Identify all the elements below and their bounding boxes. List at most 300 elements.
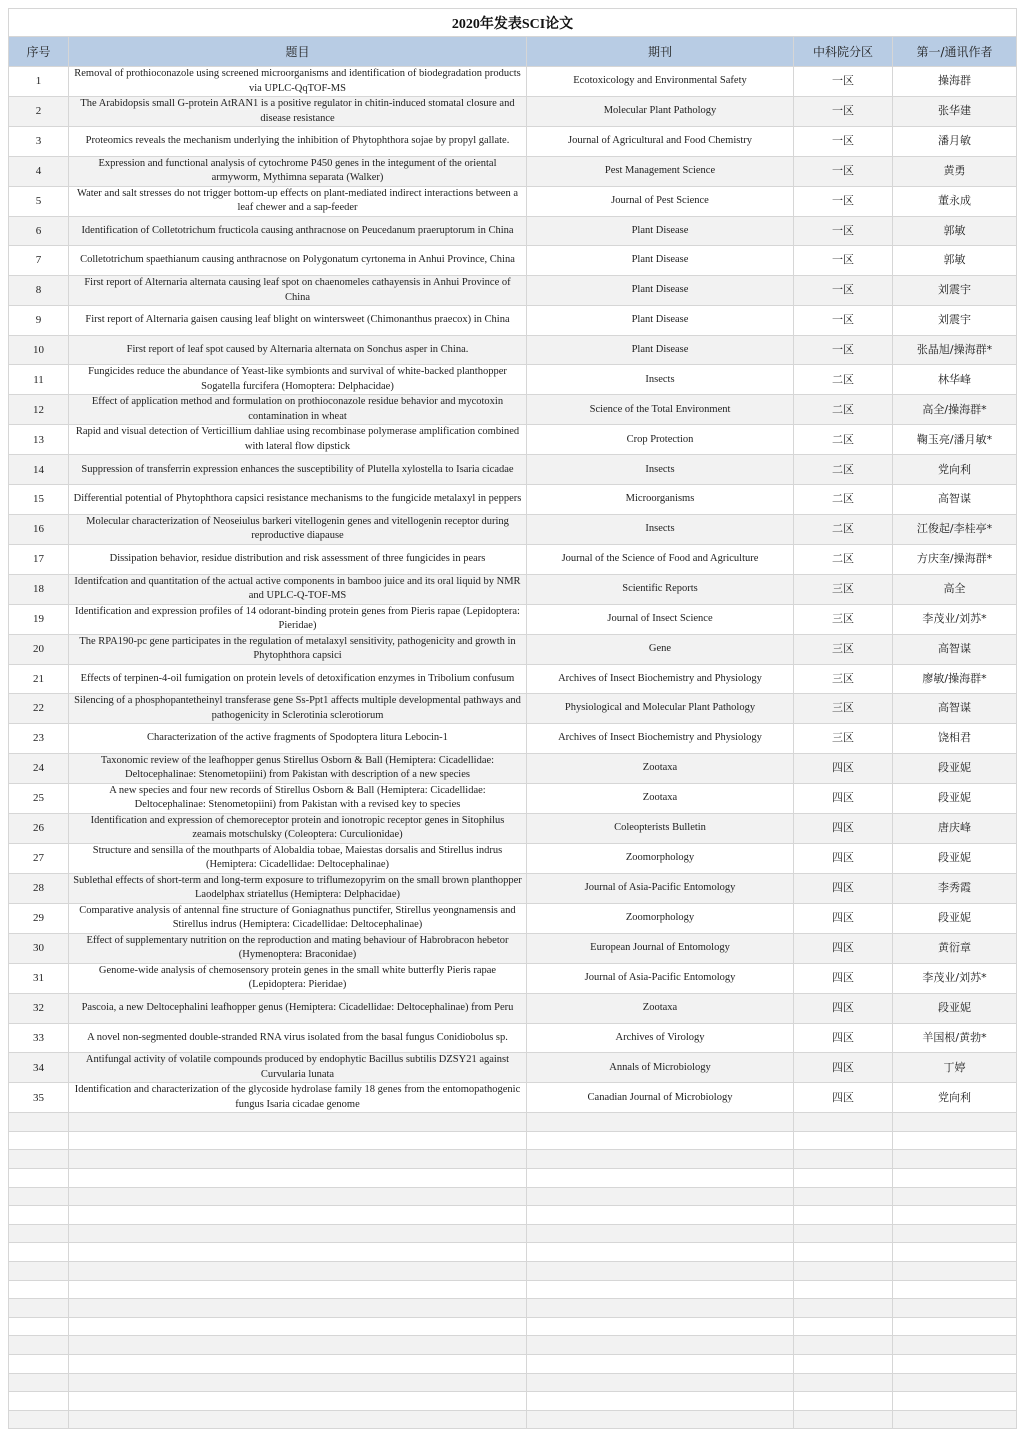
cell-author[interactable]: 郭敏 xyxy=(893,246,1017,276)
cell-author[interactable]: 丁婷 xyxy=(893,1053,1017,1083)
cell-journal[interactable]: Science of the Total Environment xyxy=(527,395,794,425)
empty-cell[interactable] xyxy=(527,1262,794,1281)
cell-index[interactable]: 29 xyxy=(9,903,69,933)
table-row[interactable] xyxy=(9,1053,1017,1083)
cell-cas-zone[interactable]: 一区 xyxy=(794,276,893,306)
cell-index[interactable]: 26 xyxy=(9,813,69,843)
cell-index[interactable]: 28 xyxy=(9,873,69,903)
empty-cell[interactable] xyxy=(527,1150,794,1169)
cell-cas-zone[interactable]: 四区 xyxy=(794,903,893,933)
cell-journal[interactable]: Archives of Virology xyxy=(527,1023,794,1053)
cell-cas-zone[interactable]: 四区 xyxy=(794,1053,893,1083)
cell-index[interactable]: 21 xyxy=(9,664,69,694)
empty-cell[interactable] xyxy=(69,1354,527,1373)
empty-cell[interactable] xyxy=(527,1392,794,1411)
cell-index[interactable]: 10 xyxy=(9,335,69,365)
cell-author[interactable]: 李茂业/刘苏* xyxy=(893,604,1017,634)
empty-cell[interactable] xyxy=(9,1354,69,1373)
table-row[interactable] xyxy=(9,425,1017,455)
empty-cell[interactable] xyxy=(794,1131,893,1150)
cell-index[interactable]: 31 xyxy=(9,963,69,993)
cell-title[interactable]: First report of leaf spot caused by Alternaria alternata on Sonchus asper in China. xyxy=(69,335,527,365)
cell-author[interactable]: 唐庆峰 xyxy=(893,813,1017,843)
empty-row[interactable] xyxy=(9,1243,1017,1262)
cell-title[interactable]: A novel non-segmented double-stranded RNA virus isolated from the basal fungus Conidiobolus sp. xyxy=(69,1023,527,1053)
cell-title[interactable]: Effect of supplementary nutrition on the reproduction and mating behaviour of Habrobracon hebetor (Hymenoptera: Braconidae) xyxy=(69,933,527,963)
cell-author[interactable]: 高智谋 xyxy=(893,634,1017,664)
cell-cas-zone[interactable]: 四区 xyxy=(794,843,893,873)
cell-index[interactable]: 30 xyxy=(9,933,69,963)
cell-journal[interactable]: Annals of Microbiology xyxy=(527,1053,794,1083)
cell-journal[interactable]: Plant Disease xyxy=(527,276,794,306)
header-author[interactable]: 第一/通讯作者 xyxy=(893,37,1017,67)
cell-author[interactable]: 黄衍章 xyxy=(893,933,1017,963)
cell-author[interactable]: 饶相君 xyxy=(893,724,1017,754)
cell-title[interactable]: The RPA190-pc gene participates in the regulation of metalaxyl sensitivity, pathogenicity and growth in Phytophthora capsici xyxy=(69,634,527,664)
cell-cas-zone[interactable]: 二区 xyxy=(794,514,893,544)
cell-author[interactable]: 高智谋 xyxy=(893,485,1017,515)
cell-journal[interactable]: Journal of Agricultural and Food Chemistry xyxy=(527,127,794,157)
cell-journal[interactable]: Journal of Insect Science xyxy=(527,604,794,634)
empty-row[interactable] xyxy=(9,1336,1017,1355)
empty-row[interactable] xyxy=(9,1392,1017,1411)
cell-journal[interactable]: Scientific Reports xyxy=(527,574,794,604)
cell-index[interactable]: 18 xyxy=(9,574,69,604)
empty-cell[interactable] xyxy=(527,1131,794,1150)
empty-cell[interactable] xyxy=(9,1392,69,1411)
empty-cell[interactable] xyxy=(893,1410,1017,1429)
cell-journal[interactable]: Pest Management Science xyxy=(527,156,794,186)
cell-author[interactable]: 刘震宇 xyxy=(893,276,1017,306)
empty-cell[interactable] xyxy=(527,1243,794,1262)
empty-cell[interactable] xyxy=(69,1317,527,1336)
empty-cell[interactable] xyxy=(527,1113,794,1132)
cell-title[interactable]: Identification and expression profiles of 14 odorant-binding protein genes from Pieris rapae (Lepidoptera: Pieridae) xyxy=(69,604,527,634)
cell-title[interactable]: First report of Alternaria alternata causing leaf spot on chaenomeles cathayensis in Anhui Province of China xyxy=(69,276,527,306)
cell-title[interactable]: Proteomics reveals the mechanism underlying the inhibition of Phytophthora sojae by propyl gallate. xyxy=(69,127,527,157)
empty-cell[interactable] xyxy=(9,1224,69,1243)
empty-row[interactable] xyxy=(9,1354,1017,1373)
cell-index[interactable]: 16 xyxy=(9,514,69,544)
cell-index[interactable]: 4 xyxy=(9,156,69,186)
cell-cas-zone[interactable]: 二区 xyxy=(794,395,893,425)
empty-cell[interactable] xyxy=(527,1169,794,1188)
empty-cell[interactable] xyxy=(69,1224,527,1243)
empty-row[interactable] xyxy=(9,1299,1017,1318)
table-row[interactable] xyxy=(9,813,1017,843)
cell-journal[interactable]: Plant Disease xyxy=(527,216,794,246)
cell-journal[interactable]: Insects xyxy=(527,514,794,544)
cell-author[interactable]: 段亚妮 xyxy=(893,843,1017,873)
table-row[interactable] xyxy=(9,664,1017,694)
cell-cas-zone[interactable]: 四区 xyxy=(794,753,893,783)
empty-cell[interactable] xyxy=(794,1373,893,1392)
cell-index[interactable]: 7 xyxy=(9,246,69,276)
empty-cell[interactable] xyxy=(794,1150,893,1169)
cell-author[interactable]: 张华建 xyxy=(893,97,1017,127)
empty-cell[interactable] xyxy=(893,1299,1017,1318)
cell-index[interactable]: 2 xyxy=(9,97,69,127)
empty-cell[interactable] xyxy=(893,1280,1017,1299)
cell-title[interactable]: Molecular characterization of Neoseiulus barkeri vitellogenin genes and vitellogenin receptor during reproductive diapause xyxy=(69,514,527,544)
cell-journal[interactable]: Insects xyxy=(527,365,794,395)
empty-cell[interactable] xyxy=(893,1169,1017,1188)
empty-cell[interactable] xyxy=(69,1336,527,1355)
cell-author[interactable]: 段亚妮 xyxy=(893,903,1017,933)
empty-row[interactable] xyxy=(9,1169,1017,1188)
table-row[interactable] xyxy=(9,127,1017,157)
cell-cas-zone[interactable]: 四区 xyxy=(794,963,893,993)
cell-journal[interactable]: European Journal of Entomology xyxy=(527,933,794,963)
empty-row[interactable] xyxy=(9,1224,1017,1243)
cell-index[interactable]: 25 xyxy=(9,783,69,813)
cell-title[interactable]: Dissipation behavior, residue distribution and risk assessment of three fungicides in pears xyxy=(69,544,527,574)
cell-title[interactable]: Taxonomic review of the leafhopper genus Stirellus Osborn & Ball (Hemiptera: Cicadellidae: Deltocephalinae: Stenometopiini) from Pakistan with description of a new species xyxy=(69,753,527,783)
cell-journal[interactable]: Zoomorphology xyxy=(527,903,794,933)
empty-cell[interactable] xyxy=(69,1169,527,1188)
cell-journal[interactable]: Canadian Journal of Microbiology xyxy=(527,1083,794,1113)
cell-cas-zone[interactable]: 一区 xyxy=(794,67,893,97)
cell-title[interactable]: Differential potential of Phytophthora capsici resistance mechanisms to the fungicide metalaxyl in peppers xyxy=(69,485,527,515)
empty-cell[interactable] xyxy=(893,1206,1017,1225)
header-journal[interactable]: 期刊 xyxy=(527,37,794,67)
cell-title[interactable]: A new species and four new records of Stirellus Osborn & Ball (Hemiptera: Cicadellidae: Deltocephalinae: Stenometopiini) from Pakistan with a revised key to species xyxy=(69,783,527,813)
cell-journal[interactable]: Zootaxa xyxy=(527,783,794,813)
table-row[interactable] xyxy=(9,186,1017,216)
cell-author[interactable]: 高全 xyxy=(893,574,1017,604)
empty-cell[interactable] xyxy=(69,1131,527,1150)
cell-index[interactable]: 14 xyxy=(9,455,69,485)
cell-cas-zone[interactable]: 四区 xyxy=(794,993,893,1023)
cell-cas-zone[interactable]: 一区 xyxy=(794,306,893,336)
cell-author[interactable]: 李茂业/刘苏* xyxy=(893,963,1017,993)
cell-title[interactable]: Identification of Colletotrichum fructicola causing anthracnose on Peucedanum praeruptorum in China xyxy=(69,216,527,246)
cell-title[interactable]: Identification and characterization of the glycoside hydrolase family 18 genes from the entomopathogenic fungus Isaria cicadae genome xyxy=(69,1083,527,1113)
cell-author[interactable]: 羊国根/黄勃* xyxy=(893,1023,1017,1053)
cell-author[interactable]: 高智谋 xyxy=(893,694,1017,724)
empty-cell[interactable] xyxy=(794,1206,893,1225)
cell-cas-zone[interactable]: 一区 xyxy=(794,216,893,246)
cell-author[interactable]: 高全/操海群* xyxy=(893,395,1017,425)
cell-cas-zone[interactable]: 四区 xyxy=(794,873,893,903)
cell-cas-zone[interactable]: 四区 xyxy=(794,1023,893,1053)
cell-title[interactable]: Sublethal effects of short-term and long-term exposure to triflumezopyrim on the small brown planthopper Laodelphax striatellus (Hemiptera: Delphacidae) xyxy=(69,873,527,903)
cell-cas-zone[interactable]: 二区 xyxy=(794,425,893,455)
cell-index[interactable]: 32 xyxy=(9,993,69,1023)
cell-cas-zone[interactable]: 一区 xyxy=(794,335,893,365)
cell-title[interactable]: Silencing of a phosphopantetheinyl transferase gene Ss-Ppt1 affects multiple developmental pathways and pathogenicity in Sclerotinia sclerotiorum xyxy=(69,694,527,724)
header-title[interactable]: 题目 xyxy=(69,37,527,67)
cell-author[interactable]: 党向利 xyxy=(893,1083,1017,1113)
cell-author[interactable]: 鞠玉亮/潘月敏* xyxy=(893,425,1017,455)
table-row[interactable] xyxy=(9,753,1017,783)
cell-index[interactable]: 8 xyxy=(9,276,69,306)
table-row[interactable] xyxy=(9,335,1017,365)
cell-index[interactable]: 35 xyxy=(9,1083,69,1113)
table-row[interactable] xyxy=(9,604,1017,634)
empty-cell[interactable] xyxy=(9,1299,69,1318)
empty-cell[interactable] xyxy=(9,1243,69,1262)
empty-cell[interactable] xyxy=(794,1336,893,1355)
table-row[interactable] xyxy=(9,156,1017,186)
cell-journal[interactable]: Ecotoxicology and Environmental Safety xyxy=(527,67,794,97)
table-row[interactable] xyxy=(9,455,1017,485)
table-row[interactable] xyxy=(9,1083,1017,1113)
empty-cell[interactable] xyxy=(893,1392,1017,1411)
header-index[interactable]: 序号 xyxy=(9,37,69,67)
empty-cell[interactable] xyxy=(893,1262,1017,1281)
cell-title[interactable]: Colletotrichum spaethianum causing anthracnose on Polygonatum cyrtonema in Anhui Province, China xyxy=(69,246,527,276)
empty-cell[interactable] xyxy=(9,1317,69,1336)
empty-cell[interactable] xyxy=(527,1410,794,1429)
cell-title[interactable]: Antifungal activity of volatile compounds produced by endophytic Bacillus subtilis DZSY21 against Curvularia lunata xyxy=(69,1053,527,1083)
empty-cell[interactable] xyxy=(794,1224,893,1243)
cell-title[interactable]: First report of Alternaria gaisen causing leaf blight on wintersweet (Chimonanthus praecox) in China xyxy=(69,306,527,336)
cell-author[interactable]: 林华峰 xyxy=(893,365,1017,395)
table-row[interactable] xyxy=(9,216,1017,246)
empty-cell[interactable] xyxy=(9,1373,69,1392)
cell-title[interactable]: Effect of application method and formulation on prothioconazole residue behavior and mycotoxin contamination in wheat xyxy=(69,395,527,425)
empty-cell[interactable] xyxy=(893,1373,1017,1392)
cell-index[interactable]: 17 xyxy=(9,544,69,574)
empty-cell[interactable] xyxy=(893,1150,1017,1169)
empty-cell[interactable] xyxy=(527,1187,794,1206)
cell-journal[interactable]: Gene xyxy=(527,634,794,664)
empty-cell[interactable] xyxy=(794,1392,893,1411)
cell-cas-zone[interactable]: 四区 xyxy=(794,813,893,843)
cell-title[interactable]: Rapid and visual detection of Verticillium dahliae using recombinase polymerase amplification combined with lateral flow dipstick xyxy=(69,425,527,455)
cell-journal[interactable]: Journal of Asia-Pacific Entomology xyxy=(527,873,794,903)
table-row[interactable] xyxy=(9,1023,1017,1053)
empty-cell[interactable] xyxy=(794,1317,893,1336)
empty-cell[interactable] xyxy=(893,1187,1017,1206)
cell-index[interactable]: 24 xyxy=(9,753,69,783)
cell-title[interactable]: The Arabidopsis small G-protein AtRAN1 is a positive regulator in chitin-induced stomatal closure and disease resistance xyxy=(69,97,527,127)
empty-cell[interactable] xyxy=(69,1280,527,1299)
cell-title[interactable]: Identification and expression of chemoreceptor protein and ionotropic receptor genes in Sitophilus zeamais motschulsky (Coleoptera: Curculionidae) xyxy=(69,813,527,843)
table-row[interactable] xyxy=(9,843,1017,873)
cell-index[interactable]: 34 xyxy=(9,1053,69,1083)
empty-cell[interactable] xyxy=(69,1299,527,1318)
empty-cell[interactable] xyxy=(893,1131,1017,1150)
empty-cell[interactable] xyxy=(893,1224,1017,1243)
cell-journal[interactable]: Plant Disease xyxy=(527,246,794,276)
empty-row[interactable] xyxy=(9,1187,1017,1206)
table-row[interactable] xyxy=(9,485,1017,515)
empty-row[interactable] xyxy=(9,1262,1017,1281)
empty-row[interactable] xyxy=(9,1317,1017,1336)
table-row[interactable] xyxy=(9,724,1017,754)
cell-journal[interactable]: Physiological and Molecular Plant Pathology xyxy=(527,694,794,724)
empty-cell[interactable] xyxy=(9,1336,69,1355)
cell-title[interactable]: Removal of prothioconazole using screened microorganisms and identification of biodegradation products via UPLC-QqTOF-MS xyxy=(69,67,527,97)
empty-cell[interactable] xyxy=(893,1336,1017,1355)
cell-title[interactable]: Characterization of the active fragments of Spodoptera litura Lebocin-1 xyxy=(69,724,527,754)
cell-journal[interactable]: Journal of Asia-Pacific Entomology xyxy=(527,963,794,993)
empty-cell[interactable] xyxy=(527,1299,794,1318)
empty-cell[interactable] xyxy=(527,1206,794,1225)
cell-journal[interactable]: Archives of Insect Biochemistry and Physiology xyxy=(527,664,794,694)
cell-author[interactable]: 方庆奎/操海群* xyxy=(893,544,1017,574)
cell-journal[interactable]: Plant Disease xyxy=(527,335,794,365)
cell-index[interactable]: 20 xyxy=(9,634,69,664)
table-row[interactable] xyxy=(9,574,1017,604)
empty-row[interactable] xyxy=(9,1131,1017,1150)
cell-index[interactable]: 5 xyxy=(9,186,69,216)
empty-cell[interactable] xyxy=(527,1354,794,1373)
cell-title[interactable]: Water and salt stresses do not trigger bottom-up effects on plant-mediated indirect interactions between a leaf chewer and a sap-feeder xyxy=(69,186,527,216)
cell-journal[interactable]: Insects xyxy=(527,455,794,485)
cell-index[interactable]: 19 xyxy=(9,604,69,634)
cell-journal[interactable]: Zootaxa xyxy=(527,753,794,783)
table-row[interactable] xyxy=(9,514,1017,544)
cell-cas-zone[interactable]: 三区 xyxy=(794,604,893,634)
cell-title[interactable]: Fungicides reduce the abundance of Yeast-like symbionts and survival of white-backed planthopper Sogatella furcifera (Homoptera: Delphacidae) xyxy=(69,365,527,395)
cell-cas-zone[interactable]: 三区 xyxy=(794,694,893,724)
table-row[interactable] xyxy=(9,783,1017,813)
cell-index[interactable]: 23 xyxy=(9,724,69,754)
empty-cell[interactable] xyxy=(794,1262,893,1281)
cell-index[interactable]: 27 xyxy=(9,843,69,873)
empty-cell[interactable] xyxy=(9,1206,69,1225)
cell-index[interactable]: 9 xyxy=(9,306,69,336)
cell-journal[interactable]: Journal of the Science of Food and Agriculture xyxy=(527,544,794,574)
cell-author[interactable]: 廖敏/操海群* xyxy=(893,664,1017,694)
cell-index[interactable]: 3 xyxy=(9,127,69,157)
empty-cell[interactable] xyxy=(794,1299,893,1318)
empty-cell[interactable] xyxy=(794,1354,893,1373)
empty-cell[interactable] xyxy=(527,1373,794,1392)
cell-title[interactable]: Suppression of transferrin expression enhances the susceptibility of Plutella xylostella to Isaria cicadae xyxy=(69,455,527,485)
cell-author[interactable]: 段亚妮 xyxy=(893,753,1017,783)
empty-row[interactable] xyxy=(9,1206,1017,1225)
empty-cell[interactable] xyxy=(69,1243,527,1262)
cell-cas-zone[interactable]: 四区 xyxy=(794,783,893,813)
empty-cell[interactable] xyxy=(527,1280,794,1299)
cell-title[interactable]: Structure and sensilla of the mouthparts of Alobaldia tobae, Maiestas dorsalis and Stirellus indrus (Hemiptera: Cicadellidae: Deltocephalinae) xyxy=(69,843,527,873)
empty-cell[interactable] xyxy=(794,1113,893,1132)
cell-title[interactable]: Expression and functional analysis of cytochrome P450 genes in the integument of the oriental armyworm, Mythimna separata (Walker) xyxy=(69,156,527,186)
empty-cell[interactable] xyxy=(794,1169,893,1188)
cell-title[interactable]: Genome-wide analysis of chemosensory protein genes in the small white butterfly Pieris rapae (Lepidoptera: Pieridae) xyxy=(69,963,527,993)
cell-author[interactable]: 黄勇 xyxy=(893,156,1017,186)
empty-cell[interactable] xyxy=(9,1150,69,1169)
cell-cas-zone[interactable]: 一区 xyxy=(794,127,893,157)
cell-cas-zone[interactable]: 三区 xyxy=(794,634,893,664)
empty-cell[interactable] xyxy=(69,1150,527,1169)
cell-author[interactable]: 张晶旭/操海群* xyxy=(893,335,1017,365)
empty-row[interactable] xyxy=(9,1280,1017,1299)
table-row[interactable] xyxy=(9,276,1017,306)
empty-cell[interactable] xyxy=(9,1410,69,1429)
cell-journal[interactable]: Plant Disease xyxy=(527,306,794,336)
cell-author[interactable]: 李秀霞 xyxy=(893,873,1017,903)
table-row[interactable] xyxy=(9,544,1017,574)
empty-cell[interactable] xyxy=(527,1224,794,1243)
header-cas-zone[interactable]: 中科院分区 xyxy=(794,37,893,67)
cell-cas-zone[interactable]: 四区 xyxy=(794,1083,893,1113)
cell-cas-zone[interactable]: 一区 xyxy=(794,156,893,186)
cell-cas-zone[interactable]: 一区 xyxy=(794,246,893,276)
cell-index[interactable]: 22 xyxy=(9,694,69,724)
empty-cell[interactable] xyxy=(893,1354,1017,1373)
cell-journal[interactable]: Microorganisms xyxy=(527,485,794,515)
empty-cell[interactable] xyxy=(69,1392,527,1411)
cell-author[interactable]: 段亚妮 xyxy=(893,783,1017,813)
empty-cell[interactable] xyxy=(527,1336,794,1355)
empty-cell[interactable] xyxy=(69,1113,527,1132)
empty-row[interactable] xyxy=(9,1373,1017,1392)
cell-index[interactable]: 33 xyxy=(9,1023,69,1053)
empty-cell[interactable] xyxy=(69,1187,527,1206)
cell-cas-zone[interactable]: 二区 xyxy=(794,485,893,515)
empty-cell[interactable] xyxy=(9,1169,69,1188)
cell-title[interactable]: Comparative analysis of antennal fine structure of Goniagnathus punctifer, Stirellus yeongnamensis and Stirellus indrus (Hemiptera: Cicadellidae: Deltocephalinae) xyxy=(69,903,527,933)
empty-cell[interactable] xyxy=(69,1410,527,1429)
table-row[interactable] xyxy=(9,903,1017,933)
cell-author[interactable]: 党向利 xyxy=(893,455,1017,485)
empty-cell[interactable] xyxy=(893,1243,1017,1262)
table-row[interactable] xyxy=(9,97,1017,127)
cell-cas-zone[interactable]: 三区 xyxy=(794,724,893,754)
empty-cell[interactable] xyxy=(69,1206,527,1225)
cell-author[interactable]: 段亚妮 xyxy=(893,993,1017,1023)
empty-cell[interactable] xyxy=(794,1410,893,1429)
cell-index[interactable]: 1 xyxy=(9,67,69,97)
cell-journal[interactable]: Crop Protection xyxy=(527,425,794,455)
empty-cell[interactable] xyxy=(9,1113,69,1132)
empty-cell[interactable] xyxy=(794,1187,893,1206)
cell-index[interactable]: 6 xyxy=(9,216,69,246)
empty-cell[interactable] xyxy=(69,1373,527,1392)
cell-cas-zone[interactable]: 四区 xyxy=(794,933,893,963)
empty-row[interactable] xyxy=(9,1113,1017,1132)
table-row[interactable] xyxy=(9,306,1017,336)
cell-journal[interactable]: Coleopterists Bulletin xyxy=(527,813,794,843)
cell-journal[interactable]: Zootaxa xyxy=(527,993,794,1023)
cell-cas-zone[interactable]: 三区 xyxy=(794,664,893,694)
cell-cas-zone[interactable]: 三区 xyxy=(794,574,893,604)
cell-journal[interactable]: Journal of Pest Science xyxy=(527,186,794,216)
empty-cell[interactable] xyxy=(794,1243,893,1262)
cell-author[interactable]: 郭敏 xyxy=(893,216,1017,246)
cell-index[interactable]: 13 xyxy=(9,425,69,455)
cell-cas-zone[interactable]: 二区 xyxy=(794,455,893,485)
empty-cell[interactable] xyxy=(527,1317,794,1336)
empty-cell[interactable] xyxy=(9,1280,69,1299)
cell-title[interactable]: Pascoia, a new Deltocephalini leafhopper genus (Hemiptera: Cicadellidae: Deltocephalinae) from Peru xyxy=(69,993,527,1023)
empty-cell[interactable] xyxy=(9,1187,69,1206)
table-row[interactable] xyxy=(9,963,1017,993)
empty-row[interactable] xyxy=(9,1150,1017,1169)
table-row[interactable] xyxy=(9,67,1017,97)
cell-index[interactable]: 15 xyxy=(9,485,69,515)
table-row[interactable] xyxy=(9,365,1017,395)
table-row[interactable] xyxy=(9,933,1017,963)
cell-title[interactable]: Identifcation and quantitation of the actual active components in bamboo juice and its oral liquid by NMR and UPLC-Q-TOF-MS xyxy=(69,574,527,604)
empty-cell[interactable] xyxy=(794,1280,893,1299)
table-row[interactable] xyxy=(9,993,1017,1023)
empty-cell[interactable] xyxy=(69,1262,527,1281)
cell-journal[interactable]: Molecular Plant Pathology xyxy=(527,97,794,127)
cell-index[interactable]: 12 xyxy=(9,395,69,425)
cell-cas-zone[interactable]: 一区 xyxy=(794,97,893,127)
empty-cell[interactable] xyxy=(893,1317,1017,1336)
table-row[interactable] xyxy=(9,694,1017,724)
cell-index[interactable]: 11 xyxy=(9,365,69,395)
cell-cas-zone[interactable]: 二区 xyxy=(794,544,893,574)
cell-author[interactable]: 董永成 xyxy=(893,186,1017,216)
